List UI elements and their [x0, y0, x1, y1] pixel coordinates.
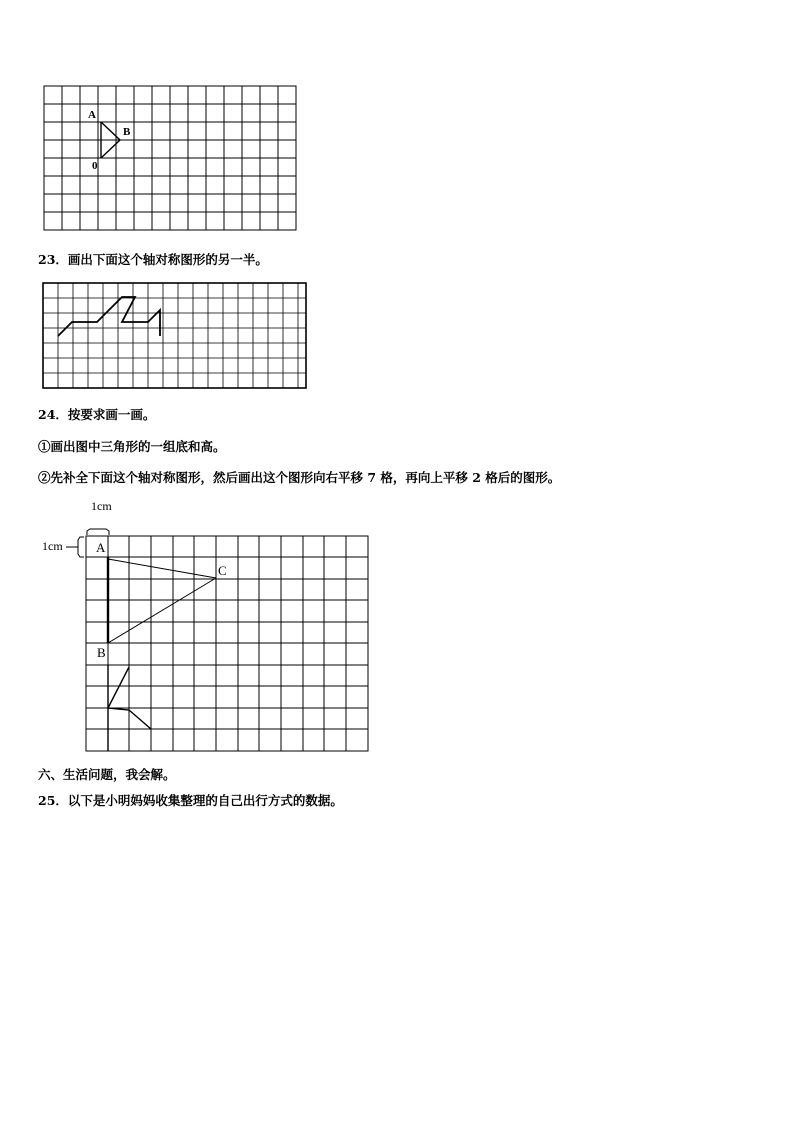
point-c-label-fig3: C: [218, 563, 227, 578]
point-o-label: 0: [92, 160, 98, 172]
question-25-text: 25．以下是小明妈妈收集整理的自己出行方式的数据。: [38, 793, 343, 808]
point-b-label: B: [123, 126, 131, 138]
scale-y-brace: [78, 537, 84, 557]
scale-x-brace: [87, 529, 109, 535]
question-24-title: 24．按要求画一画。: [38, 407, 156, 422]
point-b-label-fig3: B: [97, 645, 106, 660]
question-24-item-2: ②先补全下面这个轴对称图形，然后画出这个图形向右平移 7 格，再向上平移 2 格后的图形。: [38, 470, 561, 485]
point-a-label-fig3: A: [96, 540, 106, 555]
scale-x-label: 1cm: [91, 499, 112, 513]
scale-y-label: 1cm: [42, 539, 63, 553]
question-24-item-1: ①画出图中三角形的一组底和高。: [38, 439, 226, 454]
triangle-side-bc: [108, 578, 216, 643]
point-a-label: A: [88, 109, 96, 121]
question-23-text: 23．画出下面这个轴对称图形的另一半。: [38, 252, 268, 267]
triangle-side-ac: [108, 559, 216, 578]
section-6-title: 六、生活问题，我会解。: [38, 767, 176, 782]
